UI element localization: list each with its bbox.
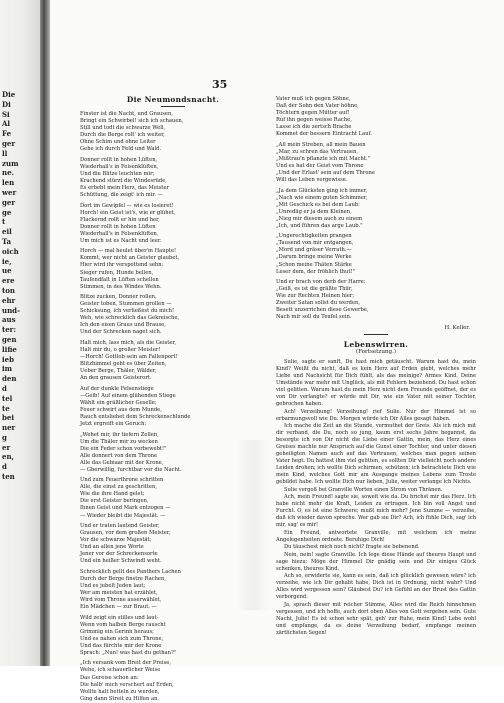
section-rule [364,334,388,335]
story-subtitle: (Fortsetzung.) [355,349,397,355]
verse-line: „All mein Streben, all mein Bauen [276,141,366,148]
verse-line: Um die Thäler mir zu wecken [80,438,158,445]
verse-line: Und das fürchte mir der Krone [80,642,162,649]
margin-fragment: ll [2,148,8,158]
verse-line: Töchtern gegen Mütter auf! [276,110,350,117]
verse-line: Ich den eisen Graus und Brause, [80,322,166,329]
verse-line: Wollte halt betteln zu werden, [80,688,160,695]
verse-line: Wie zur Rechten Heinen hier; [276,293,355,300]
verse-line: „Mord und gräser Verrath.— [276,247,352,254]
verse-line: Kommt, wer nicht an Geister glaubet, [80,255,180,262]
paragraph: Ach! Verzeihung! Verzeihung! rief Sulie. Nur der Himmel ist so erbarmungsvoll wie Du. Morgen würde ich Dir Alles gesagt haben. [276,408,476,422]
verse-line: Hier wird ihr verspottend sehn: [80,262,164,269]
verse-line: Schrecklich gellt des Panthers Lachen [80,568,181,575]
verse-line: Durch die Berge rolt' ich weiter, [80,132,165,139]
verse-line: „Und der Erlast' sein auf dem Throne [276,169,375,176]
verse-line: — Gberwillig, furchtbar vor die Nacht. [80,466,182,473]
verse-line: Und die Blitze leuchten mir; [80,170,155,177]
margin-fragment: Fe [2,129,12,139]
page-number: 35 [212,78,228,91]
margin-fragment: oich [2,246,19,256]
verse-line: Kommet der bessern Eintracht Lauf. [276,131,372,138]
margin-fragment: im [2,364,13,374]
verse-line: Horch! ein Geist ist's, wie er glühet, [80,209,176,216]
verse-line: „Wehet mir, ihr tiefern Zellen, [80,431,159,438]
margin-fragment: ie, [2,256,12,266]
margin-fragment: ner [2,423,16,433]
verse-line: Halt mich, lass mich, als die Geister, [80,339,176,346]
margin-fragment: und- [2,305,20,315]
verse-line: „Ja dem Glücksten ging ich immer, [276,187,368,194]
verse-line: „Nach wie einem guten Schimmer, [276,194,368,201]
margin-fragment: tel [2,393,13,403]
verse-line: Und ein heißer Schwindl weht. [80,558,162,565]
margin-fragment: gen [2,334,17,344]
verse-line: Die erst Geister beringen, [80,498,149,505]
verse-line: Leser dem, der fröhlich thut!" [276,268,355,275]
paragraph: Ja, sprach dieser mit reicher Stimme, Alles wird die Reich hinnehmen vergessen, und ich hoffe, auch dort oben Alles von Gott vergeben sein. Gute Nacht, Julie! Es ist schon sehr spät, geh' zur Ruhe, mein Kind! Lebe wohl und empfange, da es deine Verzeihung bedarf, empfange meinen zärtlichsten Segen! [276,601,476,636]
paragraph: Ich mache die Zeit an die Stunde, vermuthet der Greis. Als ich mich mit dir verband, die Du, noch so jung, kaum erst sechs Jahre begannst, da besorgte ich von Dir nicht die Liebe einer Gattin, mein, das Herz eines Greises machte nur Anspruch auf die Gunst einer Tochter, und unter diesen geheiligten Namen auch auf das Vertrauen, welches man gegen seinen Vater hegt. Du hattest ihm viel gelitten, es sollten Dir vielleicht noch andere Leiden drohen; ich wollte Dich schirmen, schützen; ich betrachtete Dich wie mein Kind, welches Gott mir am Ausgange meines Lebens zum Troste gebildet habe. Ich wollte Dich nur lieben, Julie, weiter verlange ich Nichts. [276,423,476,486]
margin-fragment: ehr [2,295,16,305]
poem-title: Die Neumondsnacht. [126,95,220,104]
verse-line: Krachend stürzt die Windesrüde, [80,177,167,184]
stanza [80,523,266,565]
verse-line: Und zum Feuerthrone schritten [80,477,164,484]
verse-line: Vor die schwarze Majestät; [80,537,152,544]
paragraph: Ach, mein Freund! sagte sie, soweit wie da. Du brichst mir das Herz. Ich habe nicht mehr die Kraft, Leiden zu ertragen. Ich bin voll Angst und Furcht. O, es ist eine Schwere; mußt mich mehr? Jene Summe — verzeihe, daß ich wieder davon spreche. Wer gab sie Dir? Ach, ich fühle Dich, sag' ich mir, sag' es mir! [276,494,476,529]
verse-line: Wiederhall's in Felsenklüften, [80,230,159,237]
verse-line: Horch — mal heulet über'm Haupte! [80,248,177,255]
margin-fragment: ieb [2,354,15,364]
verse-line: Schicksung, ich verließest du mich! [80,308,175,315]
stanza [80,294,266,336]
verse-line: Blitzhimmel geht es über Zeiten, [80,361,167,368]
paragraph: Du täuschest mich noch nicht? fragte sie bebenend. [284,544,420,551]
verse-line: Feuer schwirt aus dem Munde, [80,406,162,413]
verse-line: Das Gereise schon an: [80,674,139,681]
verse-line: Jetzt ergreift ein Geruch: [80,420,147,427]
stanza [80,157,266,199]
verse-line: Die ein Feder schon vorbewebt!" [80,445,167,452]
verse-line: Halt mir du, o großer Meister! [80,347,161,353]
verse-line: Wer am meisten hat erzählet, [80,590,158,596]
verse-line: Stimmen, in des Windes Wehn. [80,283,162,290]
verse-line: —Gelb! Auf einem glühenden Stiege [80,392,176,399]
margin-fragment: Di [2,99,11,109]
verse-line: Weh, wie schrecklich das Gekreische, [80,315,180,322]
verse-line: Will das Leben vergewisse. [276,177,348,184]
stanza [80,432,266,474]
verse-line: Alle, die einst zu geschritten, [80,484,157,491]
story-text [276,359,476,637]
verse-line: Taufendfalt in Lüften schellen [80,276,159,283]
margin-fragment: aus [2,315,16,325]
verse-line: Und an allen jene Worte [80,544,144,551]
margin-fragment: Die [2,90,16,99]
verse-line: „Darum bringe meine Werke [276,254,352,261]
stanza [80,203,266,245]
verse-line: Wenn vom halben Berge rauscht [80,621,166,628]
margin-fragment: len [2,178,15,188]
paragraph: Ein Freund, antwortete Granville, mit welchem ich meine Angelegenheiten ordnete. Beruhige Dich! [276,529,476,543]
verse-line: Sprach: „Nun! was hast du gethan?" [80,649,177,656]
verse-line: Still und todt die schwarze Well, [80,125,166,132]
verse-line: „Ich, und führen das arge Laub." [276,222,363,229]
verse-line: — Wieder bleibt die Majestät. — [80,512,166,519]
paragraph: Sulie, sagte er sanft, Du hast mich getäuscht. Warum hast du, mein Kind? Weißt du nicht, daß es kein Herz auf Erden giebt, welches mehr Liebe und Nachsicht für Dich fühlt, als das meinige? Armes Kind, Deine Umstände war mehr mit Unglück, als mit Fehlern beziehend. Du hast schon viel gelitten. Warum hast du mein Herz nicht dem Freunde geöffnet, der es von Dir verlangte? er würde mit Dir, wie ein Vater mit seiner Tochter, gebrochen haben. [276,359,476,408]
paragraph: Ach so, erwiderte sie, kann es sein, daß ich glücklich gewesen wäre? ich verzeihe, wie ich Dir gehabt habe, Dich ist in Ordnung, nicht wahr? Und Alles wird vergessen sein? Gläubest Du? ich Gefühl an der Brust des Gattin verborgend. [276,573,476,601]
stanza [276,233,476,275]
margin-fragment: ue [2,266,12,276]
verse-line: Alle donnert von dem Throne [80,452,158,459]
verse-line: „Schon meine Thäten Stärke [276,261,352,268]
stanza [80,569,266,611]
stanza [80,615,266,657]
verse-line: Und der Schrecken naget sich. [80,329,162,336]
stanza [80,660,266,702]
margin-fragment: wer [2,187,17,197]
verse-line: Rauch entsliehet dem Schreckenschlunde [80,413,191,420]
stanza [276,188,476,230]
margin-fragment: ger [2,138,16,148]
verse-line: Wehe, ich schauerlicher Weise [80,667,161,674]
verse-line: Ein Mädchen — zur Braut. — [80,604,157,611]
facing-page-edge [0,0,40,666]
stanza [80,477,266,519]
verse-line: Blitze zucken, Donner rollen, [80,294,157,301]
verse-line: Vater muß ich gegen Söhne, [276,96,351,102]
verse-line: Zweiter Satan sollst du werden, [276,300,361,307]
margin-fragment: ne. [2,168,14,178]
verse-line: Ueber Berge, Thäler, Wälder, [80,368,157,375]
margin-fragment: g [2,432,7,442]
verse-line: Donner rollt in hohen Lüften [80,223,156,230]
verse-line: Ging dann Streit zu Hilfen an. [80,695,160,702]
verse-line: „Ungerechtigkeiten prangen [276,233,352,240]
poem-continuation [276,96,476,321]
verse-line: Sieger rufen, Hunde bellen, [80,269,154,276]
verse-line: Gehe ich durch Feld und Wald. [80,146,162,153]
verse-line: Wiederhall's in Felsenklüften, [80,163,159,170]
margin-fragment: te [2,403,10,413]
margin-fragment: den [2,374,17,384]
margin-fragment: Ta [2,236,12,246]
verse-line: Bringt ein Schwirbel! sich ich schauen, [80,118,184,125]
poem-stanzas [80,111,266,703]
verse-line: „Mißtrau'n pflanzte ich mit Macht." [276,155,370,162]
verse-line: —Horch! Gottlob sein am Fallenport! [80,354,178,361]
verse-line: Und er brach von derb der Harre: [276,279,366,286]
margin-fragment: d [2,462,7,472]
stanza [80,248,266,290]
verse-line: Dort im Gewipfel — wie es losieret! [80,202,174,209]
margin-fragment: lifie [2,344,17,354]
verse-line: „Ich versank vom Breit der Preise, [80,660,171,667]
verse-line: „Unredlig er ja dem Kleinen, [276,208,352,215]
stanza [80,386,266,428]
title-rule [161,106,185,107]
margin-fragment: t [2,217,6,227]
verse-line: Und es jubelt Jeden laut; [80,582,146,589]
margin-fragment: ten [2,472,15,482]
verse-line: Alle das Gebiaar mit der Krone, [80,459,164,466]
margin-fragment: zum [2,158,19,168]
verse-line: Durch der Berge finstre Rachen, [80,575,166,582]
verse-line: An den grausen Geisterort. [80,375,152,382]
paragraph: Sulie vergoß bei Granville Worten einen Strom von Thränen. [284,486,443,493]
facing-page-fragments [2,90,36,650]
verse-line: Wird vom Throne auserwählet, [80,597,162,604]
verse-line: Ihnen Geist und Mark entzogen — [80,505,171,512]
left-column [80,95,266,702]
verse-line: Und es nahen sich zum Throne, [80,635,164,642]
verse-line: Ohne Schim und ohne Leiter [80,139,156,146]
right-column [276,96,476,666]
verse-line: Nach mir soll du Teufel sein. [276,314,352,321]
margin-fragment: bei [2,413,15,423]
verse-line: Auf der dunkle Felsenstiege [80,385,154,392]
stanza [276,279,476,321]
poem-signature: H. Keller. [444,324,470,331]
book-gutter [40,0,50,666]
verse-line: Daß der Sohn den Vater höhne, [276,103,359,110]
verse-line: „Geiß, es ist die gräßte Thür, [276,286,353,293]
margin-fragment: d [2,383,7,393]
margin-fragment: en, [2,452,14,462]
verse-line: Es erbebt mein Herz, das Meister [80,185,169,192]
stanza [276,96,476,138]
verse-line: „Mar, zu schren das Vertrauen, [276,148,359,155]
verse-line: Grimmig ein Gerinn heraus; [80,628,154,635]
verse-line: Jener vor der Schreckensorte [80,551,158,558]
margin-fragment: eil [2,227,12,237]
verse-line: Wie die ihre Hand gelet; [80,491,145,498]
story-title: Lebenswirren. [343,339,409,349]
verse-line: Ruf ihn gegen weisse Rache, [276,117,352,124]
paragraph: Nein, nein! sagte Granville. Ich lege diese Hände auf theures Haupt und sage hiezu: Möge der Himmel Dir gnädig sein und Dir einiges Glück schenken, theures Kind. [276,551,476,572]
margin-fragment: ter: [2,325,16,335]
margin-fragment: ge [2,207,12,217]
margin-fragment: er [2,442,11,452]
verse-line: Schüttung, die zeigt' ich mir. — [80,192,163,199]
verse-line: Flackernd rollt er hin und her, [80,216,160,223]
verse-line: Und er traten lautend Geister, [80,523,160,530]
verse-line: „Mit Geschick es bei dem Laub: [276,201,360,208]
margin-fragment: ton [2,285,15,295]
verse-line: Donner rollt in hohen Lüften, [80,156,158,163]
verse-line: Geister toben, Stummen grollen — [80,301,172,308]
verse-line: Grausen, vor dem großen Meister, [80,530,171,537]
margin-fragment: Si [2,109,10,119]
verse-line: Wählt ein gräßlicher Geselle; [80,399,157,406]
stanza [276,142,476,184]
verse-line: Um mich ist es Nacht und leer. [80,237,162,244]
margin-fragment: Al [2,119,11,129]
margin-fragment: ere [2,276,15,286]
verse-line: „Tausend von mir entgangen, [276,240,354,247]
verse-line: Die halb' mich verschert auf Erden, [80,681,174,688]
verse-line: Wild zeigt ein stilles und laut- [80,614,159,621]
margin-fragment: ger [2,197,16,207]
verse-line: Besett unzerrichen diese Gewerbe, [276,307,369,314]
stanza [80,340,266,382]
verse-line: „Nieg mir diesem auch zu einem [276,215,363,222]
verse-line: Lasse ich die zertsch Brache [276,124,352,131]
verse-line: Und es hat der Geist vom Throne [276,162,364,169]
stanza [80,111,266,153]
verse-line: Finster ist die Nacht, und Grausen, [80,111,173,118]
